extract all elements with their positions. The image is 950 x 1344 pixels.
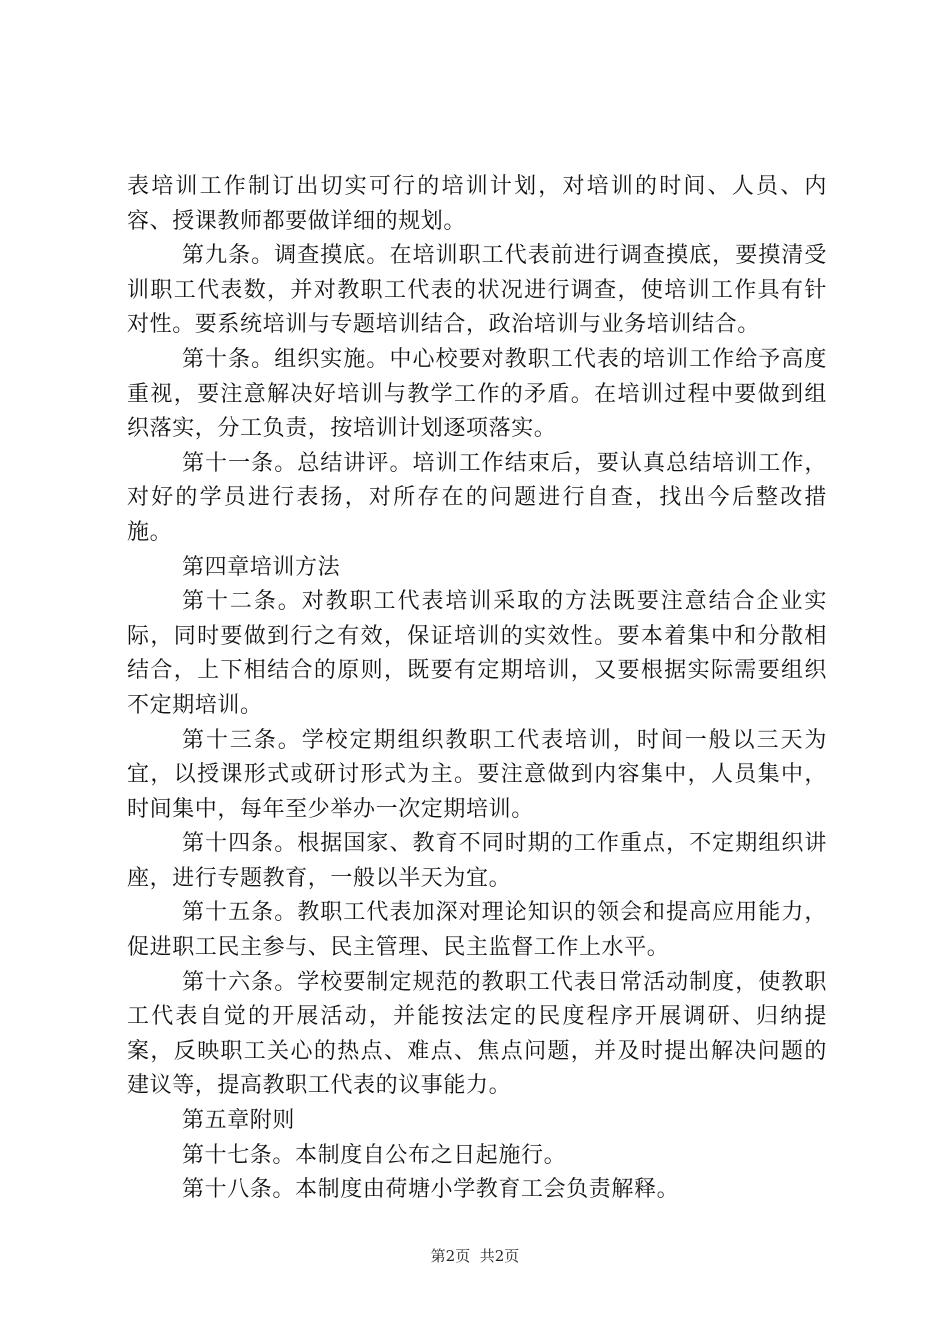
paragraph: 第十六条。学校要制定规范的教职工代表日常活动制度，使教职工代表自觉的开展活动，并能按法定的民度程序开展调研、归纳提案，反映职工关心的热点、难点、焦点问题，并及时提出解决问题的建议等，提高教职工代表的议事能力。 <box>127 969 827 1099</box>
paragraph: 第十五条。教职工代表加深对理论知识的领会和提高应用能力，促进职工民主参与、民主管理、民主监督工作上水平。 <box>127 900 827 961</box>
paragraph: 表培训工作制订出切实可行的培训计划，对培训的时间、人员、内容、授课教师都要做详细的规划。 <box>127 174 827 234</box>
page-total: 共2页 <box>479 1247 520 1265</box>
paragraph: 第五章附则 <box>182 1108 296 1134</box>
paragraph: 第十八条。本制度由荷塘小学教育工会负责解释。 <box>182 1177 680 1203</box>
paragraph: 第十三条。学校定期组织教职工代表培训，时间一般以三天为宜，以授课形式或研讨形式为主。要注意做到内容集中，人员集中，时间集中，每年至少举办一次定期培训。 <box>127 727 827 822</box>
paragraph: 第十七条。本制度自公布之日起施行。 <box>182 1142 567 1168</box>
paragraph: 第九条。调查摸底。在培训职工代表前进行调查摸底，要摸清受训职工代表数，并对教职工代表的状况进行调查，使培训工作具有针对性。要系统培训与专题培训结合，政治培训与业务培训结合。 <box>127 243 827 338</box>
page-number: 第2页 <box>430 1247 471 1265</box>
paragraph: 第十一条。总结讲评。培训工作结束后，要认真总结培训工作，对好的学员进行表扬，对所存在的问题进行自查，找出今后整改措施。 <box>127 450 827 545</box>
page-footer <box>0 1246 950 1266</box>
document-body <box>127 170 827 1208</box>
paragraph: 第十二条。对教职工代表培训采取的方法既要注意结合企业实际，同时要做到行之有效，保证培训的实效性。要本着集中和分散相结合，上下相结合的原则，既要有定期培训，又要根据实际需要组织不定期培训。 <box>127 589 827 718</box>
paragraph: 第十四条。根据国家、教育不同时期的工作重点，不定期组织讲座，进行专题教育，一般以半天为宜。 <box>127 831 827 891</box>
paragraph: 第四章培训方法 <box>182 554 341 580</box>
paragraph: 第十条。组织实施。中心校要对教职工代表的培训工作给予高度重视，要注意解决好培训与教学工作的矛盾。在培训过程中要做到组织落实，分工负责，按培训计划逐项落实。 <box>127 346 827 442</box>
